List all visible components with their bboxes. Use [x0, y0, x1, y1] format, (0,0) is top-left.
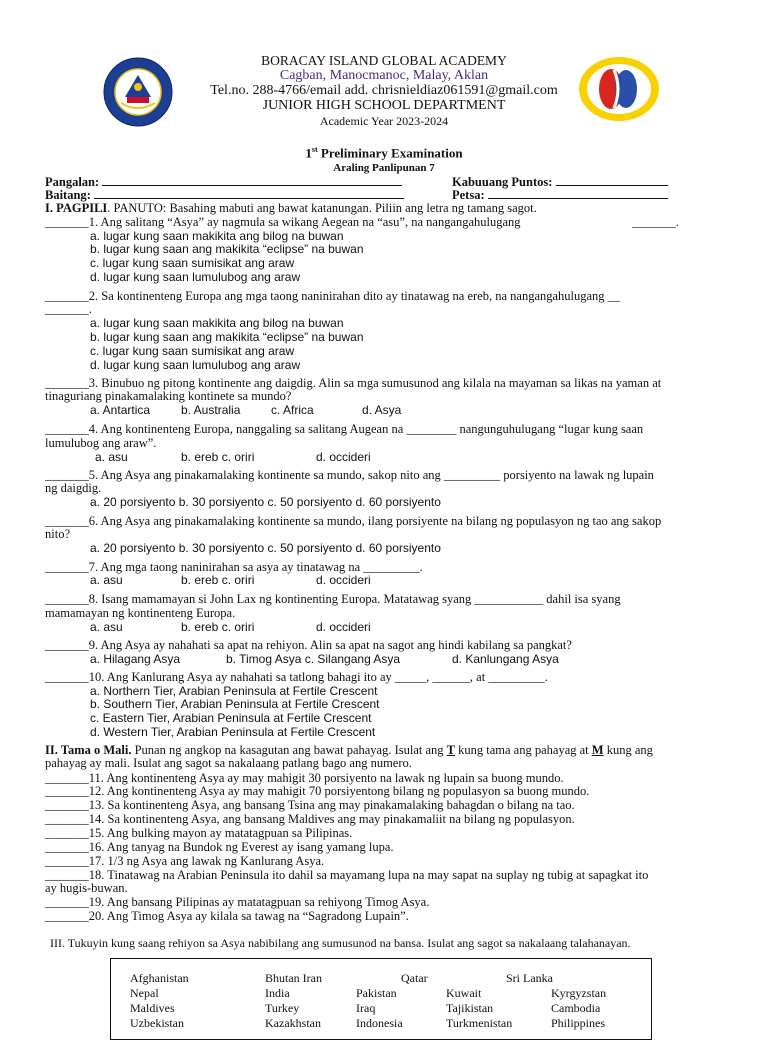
q9-option-bc: b. Timog Asya c. Silangang Asya — [226, 652, 401, 666]
statement-14: _______14. Sa kontinenteng Asya, ang bansang Maldives ang may pinakamaliit na bilang ng populasyon. — [45, 812, 575, 826]
department-name: JUNIOR HIGH SCHOOL DEPARTMENT — [262, 98, 506, 113]
q2-option-a: a. lugar kung saan makikita ang bilog na buwan — [90, 316, 344, 330]
q4-option-d: d. occideri — [316, 450, 371, 464]
academic-year: Academic Year 2023-2024 — [319, 114, 449, 128]
country-cell: Kuwait — [446, 986, 482, 1000]
q9-option-d: d. Kanlungang Asya — [452, 652, 559, 666]
country-cell: Qatar — [401, 971, 428, 985]
statement-19: _______19. Ang bansang Pilipinas ay matatagpuan sa rehiyong Timog Asya. — [45, 895, 430, 909]
question-5: _______5. Ang Asya ang pinakamalaking kontinente sa mundo, sakop nito ang _________ porsiyento na lawak ng lupain — [45, 468, 654, 482]
statement-18-cont: ay hugis-buwan. — [45, 881, 128, 895]
date-field[interactable]: Petsa: — [452, 187, 668, 202]
question-1: _______1. Ang salitang “Asya” ay nagmula sa wikang Aegean na “asu”, na nangangahulugang — [45, 215, 521, 229]
q5-options: a. 20 porsiyento b. 30 porsiyento c. 50 porsiyento d. 60 porsiyento — [90, 495, 441, 509]
question-2: _______2. Sa kontinenteng Europa ang mga taong naninirahan dito ay tinatawag na ereb, na nangangahulugang __ — [45, 289, 621, 303]
q3-option-b: b. Australia — [181, 403, 241, 417]
q10-option-c: c. Eastern Tier, Arabian Peninsula at Fertile Crescent — [90, 711, 372, 725]
statement-18: _______18. Tinatawag na Arabian Peninsula ito dahil sa mayamang lupa na may sapat na suplay ng tubig at sapagkat ito — [45, 868, 649, 882]
question-3-cont: tinaguriang pinakamalaking kontinete sa mundo? — [45, 389, 292, 403]
country-cell: Turkmenistan — [446, 1016, 513, 1030]
exam-title: 1st Preliminary Examination — [305, 145, 463, 161]
question-8: _______8. Isang mamamayan si John Lax ng kontinenting Europa. Matatawag syang ___________ dahil isa syang — [45, 592, 621, 606]
part2-heading: II. Tama o Mali. Punan ng angkop na kasagutan ang bawat pahayag. Isulat ang T kung tama ang pahayag at M kung ang — [45, 743, 653, 757]
country-cell: India — [265, 986, 290, 1000]
country-table — [110, 958, 652, 1040]
statement-13: _______13. Sa kontinenteng Asya, ang bansang Tsina ang may pinakamalaking bahagdan o bilang na tao. — [45, 798, 575, 812]
question-1-blank: _______. — [632, 215, 679, 229]
school-contact: Tel.no. 288-4766/email add. chrisnieldiaz061591@gmail.com — [210, 83, 558, 98]
country-cell: Pakistan — [356, 986, 397, 1000]
q1-option-c: c. lugar kung saan sumisikat ang araw — [90, 256, 295, 270]
statement-11: _______11. Ang kontinenteng Asya ay may mahigit 30 porsiyento na lawak ng lupain sa buong mundo. — [45, 771, 564, 785]
school-address: Cagban, Manocmanoc, Malay, Aklan — [279, 68, 489, 83]
q10-option-d: d. Western Tier, Arabian Peninsula at Fertile Crescent — [90, 725, 376, 739]
country-cell: Maldives — [130, 1001, 175, 1015]
country-cell: Cambodia — [551, 1001, 601, 1015]
subject-name: Araling Panlipunan 7 — [333, 162, 435, 174]
question-2-cont: _______. — [45, 302, 92, 316]
statement-15: _______15. Ang bulking mayon ay matatagpuan sa Pilipinas. — [45, 826, 353, 840]
country-cell: Turkey — [265, 1001, 300, 1015]
part3-instruction: III. Tukuyin kung saang rehiyon sa Asya nabibilang ang sumusunod na bansa. Isulat ang sagot sa nakalaang talahanayan. — [50, 936, 631, 950]
country-cell: Kazakhstan — [265, 1016, 321, 1030]
question-6-cont: nito? — [45, 527, 70, 541]
part2-instruction-cont: pahayag ay mali. Isulat ang sagot sa nakalaang patlang bago ang numero. — [45, 756, 412, 770]
question-10: _______10. Ang Kanlurang Asya ay nahahati sa tatlong bahagi ito ay _____, ______, at _________. — [45, 670, 548, 684]
statement-16: _______16. Ang tanyag na Bundok ng Everest ay isang yamang lupa. — [45, 840, 394, 854]
q9-option-a: a. Hilagang Asya — [90, 652, 181, 666]
q1-option-b: b. lugar kung saan ang makikita “eclipse” na buwan — [90, 242, 364, 256]
question-6: _______6. Ang Asya ang pinakamalaking kontinente sa mundo, ilang porsiyente na bilang ng populasyon ng tao ang sakop — [45, 514, 662, 528]
question-4: _______4. Ang kontinenteng Europa, nanggaling sa salitang Augean na ________ nangunguhulugang “lugar kung saan — [45, 422, 644, 436]
q3-option-c: c. Africa — [271, 403, 314, 417]
q10-option-b: b. Southern Tier, Arabian Peninsula at Fertile Crescent — [90, 697, 380, 711]
q6-options: a. 20 porsiyento b. 30 porsiyento c. 50 porsiyento d. 60 porsiyento — [90, 541, 441, 555]
q7-option-a: a. asu — [90, 573, 123, 587]
country-cell: Iraq — [356, 1001, 376, 1015]
q1-option-a: a. lugar kung saan makikita ang bilog na buwan — [90, 229, 344, 243]
q7-option-bc: b. ereb c. oriri — [181, 573, 255, 587]
part1-heading: I. PAGPILI. PANUTO: Basahing mabuti ang bawat katanungan. Piliin ang letra ng tamang sagot. — [45, 201, 537, 215]
question-3: _______3. Binubuo ng pitong kontinente ang daigdig. Alin sa mga sumusunod ang kilala na mayaman sa likas na yaman at — [45, 376, 662, 390]
country-cell: Bhutan Iran — [265, 971, 322, 985]
school-name: BORACAY ISLAND GLOBAL ACADEMY — [261, 53, 507, 68]
q4-option-a: a. asu — [95, 450, 128, 464]
country-cell: Sri Lanka — [506, 971, 553, 985]
country-cell: Uzbekistan — [130, 1016, 184, 1030]
country-cell: Nepal — [130, 986, 159, 1000]
q8-option-d: d. occideri — [316, 620, 371, 634]
statement-12: _______12. Ang kontinenteng Asya ay may mahigit 70 porsiyentong bilang ng populasyon sa buong mundo. — [45, 784, 590, 798]
question-5-cont: ng daigdig. — [45, 481, 102, 495]
q10-option-a: a. Northern Tier, Arabian Peninsula at Fertile Crescent — [90, 684, 378, 698]
question-9: _______9. Ang Asya ay nahahati sa apat na rehiyon. Alin sa apat na sagot ang hindi kabilang sa pangkat? — [45, 638, 572, 652]
country-cell: Afghanistan — [130, 971, 189, 985]
name-field[interactable]: Pangalan: — [45, 174, 402, 189]
country-cell: Tajikistan — [446, 1001, 494, 1015]
question-8-cont: mamamayan ng kontinenteng Europa. — [45, 606, 236, 620]
statement-17: _______17. 1/3 ng Asya ang lawak ng Kanlurang Asya. — [45, 854, 325, 868]
grade-field[interactable]: Baitang: — [45, 187, 404, 202]
q2-option-b: b. lugar kung saan ang makikita “eclipse” na buwan — [90, 330, 364, 344]
country-cell: Kyrgyzstan — [551, 986, 607, 1000]
q3-option-a: a. Antartica — [90, 403, 151, 417]
question-4-cont: lumulubog ang araw”. — [45, 436, 157, 450]
q2-option-d: d. lugar kung saan lumulubog ang araw — [90, 358, 301, 372]
q8-option-a: a. asu — [90, 620, 123, 634]
country-cell: Philippines — [551, 1016, 606, 1030]
q2-option-c: c. lugar kung saan sumisikat ang araw — [90, 344, 295, 358]
question-7: _______7. Ang mga taong naninirahan sa asya ay tinatawag na _________. — [45, 560, 423, 574]
score-field[interactable]: Kabuuang Puntos: — [452, 174, 668, 189]
q3-option-d: d. Asya — [362, 403, 402, 417]
q4-option-bc: b. ereb c. oriri — [181, 450, 255, 464]
q1-option-d: d. lugar kung saan lumulubog ang araw — [90, 270, 301, 284]
country-cell: Indonesia — [356, 1016, 403, 1030]
statement-20: _______20. Ang Timog Asya ay kilala sa tawag na “Sagradong Lupain”. — [45, 909, 409, 923]
q7-option-d: d. occideri — [316, 573, 371, 587]
q8-option-bc: b. ereb c. oriri — [181, 620, 255, 634]
